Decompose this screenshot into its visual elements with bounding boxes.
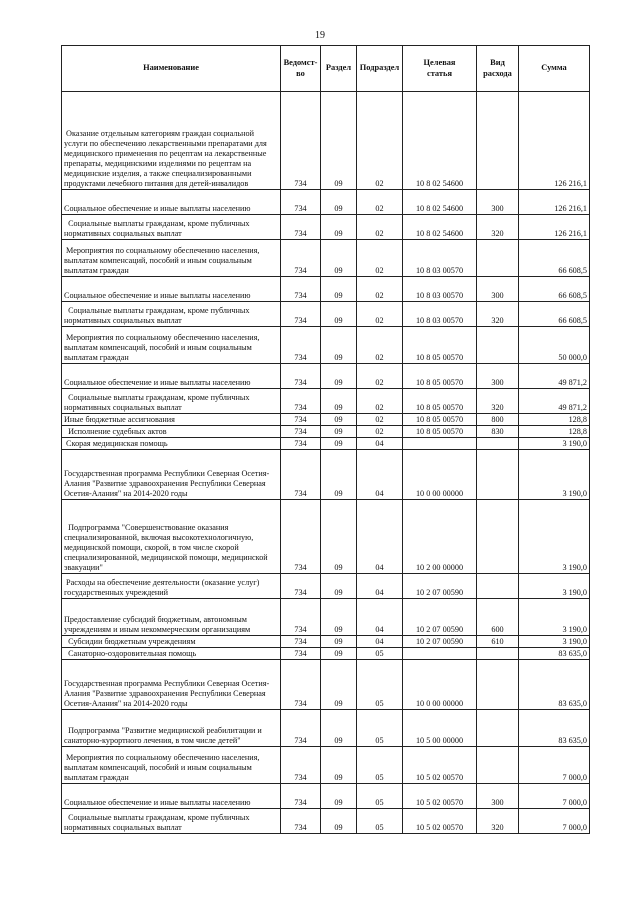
cell-subsection: 02 <box>357 302 403 327</box>
cell-subsection: 02 <box>357 327 403 364</box>
cell-amount: 66 608,5 <box>519 240 590 277</box>
cell-amount: 66 608,5 <box>519 302 590 327</box>
table-header-row <box>62 46 590 92</box>
cell-amount: 83 635,0 <box>519 710 590 747</box>
table-row <box>62 599 590 636</box>
cell-target <box>403 438 477 450</box>
cell-subsection: 05 <box>357 648 403 660</box>
cell-amount: 50 000,0 <box>519 327 590 364</box>
cell-subsection: 04 <box>357 599 403 636</box>
cell-expense-type: 300 <box>477 190 519 215</box>
cell-section: 09 <box>321 215 357 240</box>
cell-amount: 7 000,0 <box>519 747 590 784</box>
cell-expense-type: 320 <box>477 215 519 240</box>
table-row <box>62 426 590 438</box>
cell-section: 09 <box>321 327 357 364</box>
cell-name: Социальное обеспечение и иные выплаты населению <box>62 190 281 215</box>
cell-expense-type <box>477 327 519 364</box>
cell-name: Иные бюджетные ассигнования <box>62 414 281 426</box>
cell-name: Оказание отдельным категориям граждан социальной услуги по обеспечению лекарственными препаратами для медицинского применения по рецептам на лекарственные препараты, медицинскими изделиями по рецептам на медицинские изделия, а также специализированными продуктами лечебного питания для детей-инвалидов <box>62 92 281 190</box>
cell-name: Мероприятия по социальному обеспечению населения, выплатам компенсаций, пособий и иным социальным выплатам граждан <box>62 327 281 364</box>
table-row <box>62 277 590 302</box>
cell-dept: 734 <box>281 438 321 450</box>
cell-section: 09 <box>321 710 357 747</box>
cell-subsection: 02 <box>357 277 403 302</box>
table-row <box>62 389 590 414</box>
cell-name: Исполнение судебных актов <box>62 426 281 438</box>
cell-expense-type <box>477 747 519 784</box>
cell-name: Социальные выплаты гражданам, кроме публичных нормативных социальных выплат <box>62 809 281 834</box>
cell-amount: 49 871,2 <box>519 364 590 389</box>
cell-amount: 3 190,0 <box>519 574 590 599</box>
table-row <box>62 500 590 574</box>
cell-subsection: 02 <box>357 92 403 190</box>
cell-expense-type: 300 <box>477 784 519 809</box>
cell-expense-type: 600 <box>477 599 519 636</box>
cell-expense-type <box>477 438 519 450</box>
cell-expense-type: 610 <box>477 636 519 648</box>
cell-target: 10 2 07 00590 <box>403 599 477 636</box>
cell-subsection: 05 <box>357 660 403 710</box>
cell-section: 09 <box>321 660 357 710</box>
cell-dept: 734 <box>281 240 321 277</box>
cell-target: 10 2 07 00590 <box>403 636 477 648</box>
cell-name: Государственная программа Республики Северная Осетия-Алания "Развитие здравоохранения Республики Северная Осетия-Алания" на 2014-2020 годы <box>62 660 281 710</box>
cell-target: 10 8 05 00570 <box>403 426 477 438</box>
cell-dept: 734 <box>281 599 321 636</box>
cell-expense-type: 300 <box>477 364 519 389</box>
cell-section: 09 <box>321 364 357 389</box>
cell-subsection: 02 <box>357 215 403 240</box>
cell-expense-type <box>477 240 519 277</box>
cell-target: 10 2 00 00000 <box>403 500 477 574</box>
table-row <box>62 414 590 426</box>
cell-dept: 734 <box>281 710 321 747</box>
cell-section: 09 <box>321 190 357 215</box>
cell-dept: 734 <box>281 636 321 648</box>
cell-expense-type <box>477 660 519 710</box>
cell-name: Мероприятия по социальному обеспечению населения, выплатам компенсаций, пособий и иным социальным выплатам граждан <box>62 240 281 277</box>
cell-section: 09 <box>321 784 357 809</box>
cell-name: Мероприятия по социальному обеспечению населения, выплатам компенсаций, пособий и иным социальным выплатам граждан <box>62 747 281 784</box>
table-row <box>62 215 590 240</box>
cell-section: 09 <box>321 599 357 636</box>
cell-dept: 734 <box>281 450 321 500</box>
cell-section: 09 <box>321 438 357 450</box>
cell-amount: 128,8 <box>519 426 590 438</box>
cell-target: 10 5 02 00570 <box>403 784 477 809</box>
table-row <box>62 364 590 389</box>
cell-dept: 734 <box>281 747 321 784</box>
cell-section: 09 <box>321 747 357 784</box>
cell-target: 10 8 02 54600 <box>403 215 477 240</box>
page-number: 19 <box>315 30 325 41</box>
cell-section: 09 <box>321 302 357 327</box>
cell-name: Предоставление субсидий бюджетным, автономным учреждениям и иным некоммерческим организациям <box>62 599 281 636</box>
cell-subsection: 02 <box>357 389 403 414</box>
cell-target: 10 8 02 54600 <box>403 190 477 215</box>
table-row <box>62 327 590 364</box>
cell-target: 10 8 05 00570 <box>403 327 477 364</box>
cell-subsection: 02 <box>357 414 403 426</box>
cell-name: Подпрограмма "Развитие медицинской реабилитации и санаторно-курортного лечения, в том числе детей" <box>62 710 281 747</box>
table-row <box>62 636 590 648</box>
cell-name: Расходы на обеспечение деятельности (оказание услуг) государственных учреждений <box>62 574 281 599</box>
cell-amount: 83 635,0 <box>519 648 590 660</box>
cell-name: Социальное обеспечение и иные выплаты населению <box>62 277 281 302</box>
cell-name: Социальные выплаты гражданам, кроме публичных нормативных социальных выплат <box>62 389 281 414</box>
header-dept: Ведомст- во <box>281 46 321 92</box>
cell-amount: 3 190,0 <box>519 599 590 636</box>
header-target: Целевая статья <box>403 46 477 92</box>
cell-amount: 83 635,0 <box>519 660 590 710</box>
cell-target: 10 8 03 00570 <box>403 240 477 277</box>
cell-expense-type <box>477 710 519 747</box>
cell-dept: 734 <box>281 426 321 438</box>
table-body <box>62 92 590 834</box>
table-row <box>62 190 590 215</box>
cell-dept: 734 <box>281 277 321 302</box>
cell-dept: 734 <box>281 660 321 710</box>
header-amount: Сумма <box>519 46 590 92</box>
cell-amount: 66 608,5 <box>519 277 590 302</box>
cell-name: Социальные выплаты гражданам, кроме публичных нормативных социальных выплат <box>62 215 281 240</box>
cell-amount: 7 000,0 <box>519 784 590 809</box>
cell-dept: 734 <box>281 500 321 574</box>
cell-amount: 126 216,1 <box>519 215 590 240</box>
cell-subsection: 04 <box>357 500 403 574</box>
cell-target: 10 5 02 00570 <box>403 747 477 784</box>
cell-name: Субсидии бюджетным учреждениям <box>62 636 281 648</box>
cell-subsection: 02 <box>357 190 403 215</box>
cell-section: 09 <box>321 414 357 426</box>
cell-section: 09 <box>321 277 357 302</box>
cell-expense-type <box>477 450 519 500</box>
cell-dept: 734 <box>281 574 321 599</box>
cell-subsection: 04 <box>357 574 403 599</box>
cell-section: 09 <box>321 92 357 190</box>
table-row <box>62 240 590 277</box>
cell-expense-type <box>477 500 519 574</box>
cell-dept: 734 <box>281 414 321 426</box>
cell-name: Скорая медицинская помощь <box>62 438 281 450</box>
cell-target: 10 8 03 00570 <box>403 277 477 302</box>
cell-section: 09 <box>321 636 357 648</box>
cell-target: 10 0 00 00000 <box>403 450 477 500</box>
cell-expense-type: 320 <box>477 389 519 414</box>
cell-subsection: 02 <box>357 364 403 389</box>
cell-expense-type <box>477 648 519 660</box>
cell-section: 09 <box>321 389 357 414</box>
cell-name: Социальное обеспечение и иные выплаты населению <box>62 784 281 809</box>
header-section: Раздел <box>321 46 357 92</box>
cell-target: 10 8 05 00570 <box>403 389 477 414</box>
cell-expense-type: 830 <box>477 426 519 438</box>
table-row <box>62 747 590 784</box>
table-row <box>62 784 590 809</box>
cell-subsection: 05 <box>357 747 403 784</box>
cell-name: Подпрограмма "Совершенствование оказания специализированной, включая высокотехнологичную, медицинской помощи, скорой, в том числе скорой специализированной, медицинской помощи, медицинской эвакуации" <box>62 500 281 574</box>
cell-subsection: 04 <box>357 450 403 500</box>
cell-target: 10 8 02 54600 <box>403 92 477 190</box>
table-row <box>62 574 590 599</box>
cell-amount: 7 000,0 <box>519 809 590 834</box>
cell-dept: 734 <box>281 389 321 414</box>
cell-target: 10 8 05 00570 <box>403 414 477 426</box>
cell-expense-type: 320 <box>477 302 519 327</box>
cell-name: Государственная программа Республики Северная Осетия-Алания "Развитие здравоохранения Республики Северная Осетия-Алания" на 2014-2020 годы <box>62 450 281 500</box>
cell-dept: 734 <box>281 364 321 389</box>
cell-name: Социальные выплаты гражданам, кроме публичных нормативных социальных выплат <box>62 302 281 327</box>
table-row <box>62 660 590 710</box>
cell-target: 10 2 07 00590 <box>403 574 477 599</box>
cell-amount: 126 216,1 <box>519 190 590 215</box>
cell-dept: 734 <box>281 92 321 190</box>
cell-amount: 3 190,0 <box>519 636 590 648</box>
cell-expense-type <box>477 574 519 599</box>
table-row <box>62 648 590 660</box>
cell-dept: 734 <box>281 215 321 240</box>
table-row <box>62 710 590 747</box>
table-row <box>62 809 590 834</box>
cell-dept: 734 <box>281 190 321 215</box>
cell-section: 09 <box>321 450 357 500</box>
cell-subsection: 05 <box>357 710 403 747</box>
cell-target: 10 8 03 00570 <box>403 302 477 327</box>
cell-amount: 3 190,0 <box>519 450 590 500</box>
table-row <box>62 438 590 450</box>
cell-subsection: 05 <box>357 784 403 809</box>
budget-table <box>61 45 590 834</box>
cell-dept: 734 <box>281 809 321 834</box>
cell-dept: 734 <box>281 784 321 809</box>
cell-subsection: 04 <box>357 438 403 450</box>
cell-expense-type: 800 <box>477 414 519 426</box>
header-name: Наименование <box>62 46 281 92</box>
cell-target <box>403 648 477 660</box>
cell-target: 10 0 00 00000 <box>403 660 477 710</box>
cell-section: 09 <box>321 574 357 599</box>
cell-amount: 126 216,1 <box>519 92 590 190</box>
cell-expense-type: 300 <box>477 277 519 302</box>
table-row <box>62 302 590 327</box>
cell-amount: 3 190,0 <box>519 438 590 450</box>
cell-target: 10 5 02 00570 <box>403 809 477 834</box>
cell-dept: 734 <box>281 327 321 364</box>
cell-section: 09 <box>321 648 357 660</box>
cell-name: Санаторно-оздоровительная помощь <box>62 648 281 660</box>
cell-name: Социальное обеспечение и иные выплаты населению <box>62 364 281 389</box>
cell-section: 09 <box>321 426 357 438</box>
cell-target: 10 5 00 00000 <box>403 710 477 747</box>
cell-subsection: 02 <box>357 240 403 277</box>
header-subsection: Подраздел <box>357 46 403 92</box>
cell-dept: 734 <box>281 302 321 327</box>
cell-subsection: 02 <box>357 426 403 438</box>
cell-target: 10 8 05 00570 <box>403 364 477 389</box>
cell-subsection: 04 <box>357 636 403 648</box>
cell-expense-type <box>477 92 519 190</box>
cell-section: 09 <box>321 240 357 277</box>
cell-subsection: 05 <box>357 809 403 834</box>
table-row <box>62 92 590 190</box>
table-row <box>62 450 590 500</box>
cell-section: 09 <box>321 500 357 574</box>
header-expense-type: Вид расхода <box>477 46 519 92</box>
cell-section: 09 <box>321 809 357 834</box>
cell-amount: 3 190,0 <box>519 500 590 574</box>
cell-expense-type: 320 <box>477 809 519 834</box>
cell-dept: 734 <box>281 648 321 660</box>
cell-amount: 49 871,2 <box>519 389 590 414</box>
cell-amount: 128,8 <box>519 414 590 426</box>
